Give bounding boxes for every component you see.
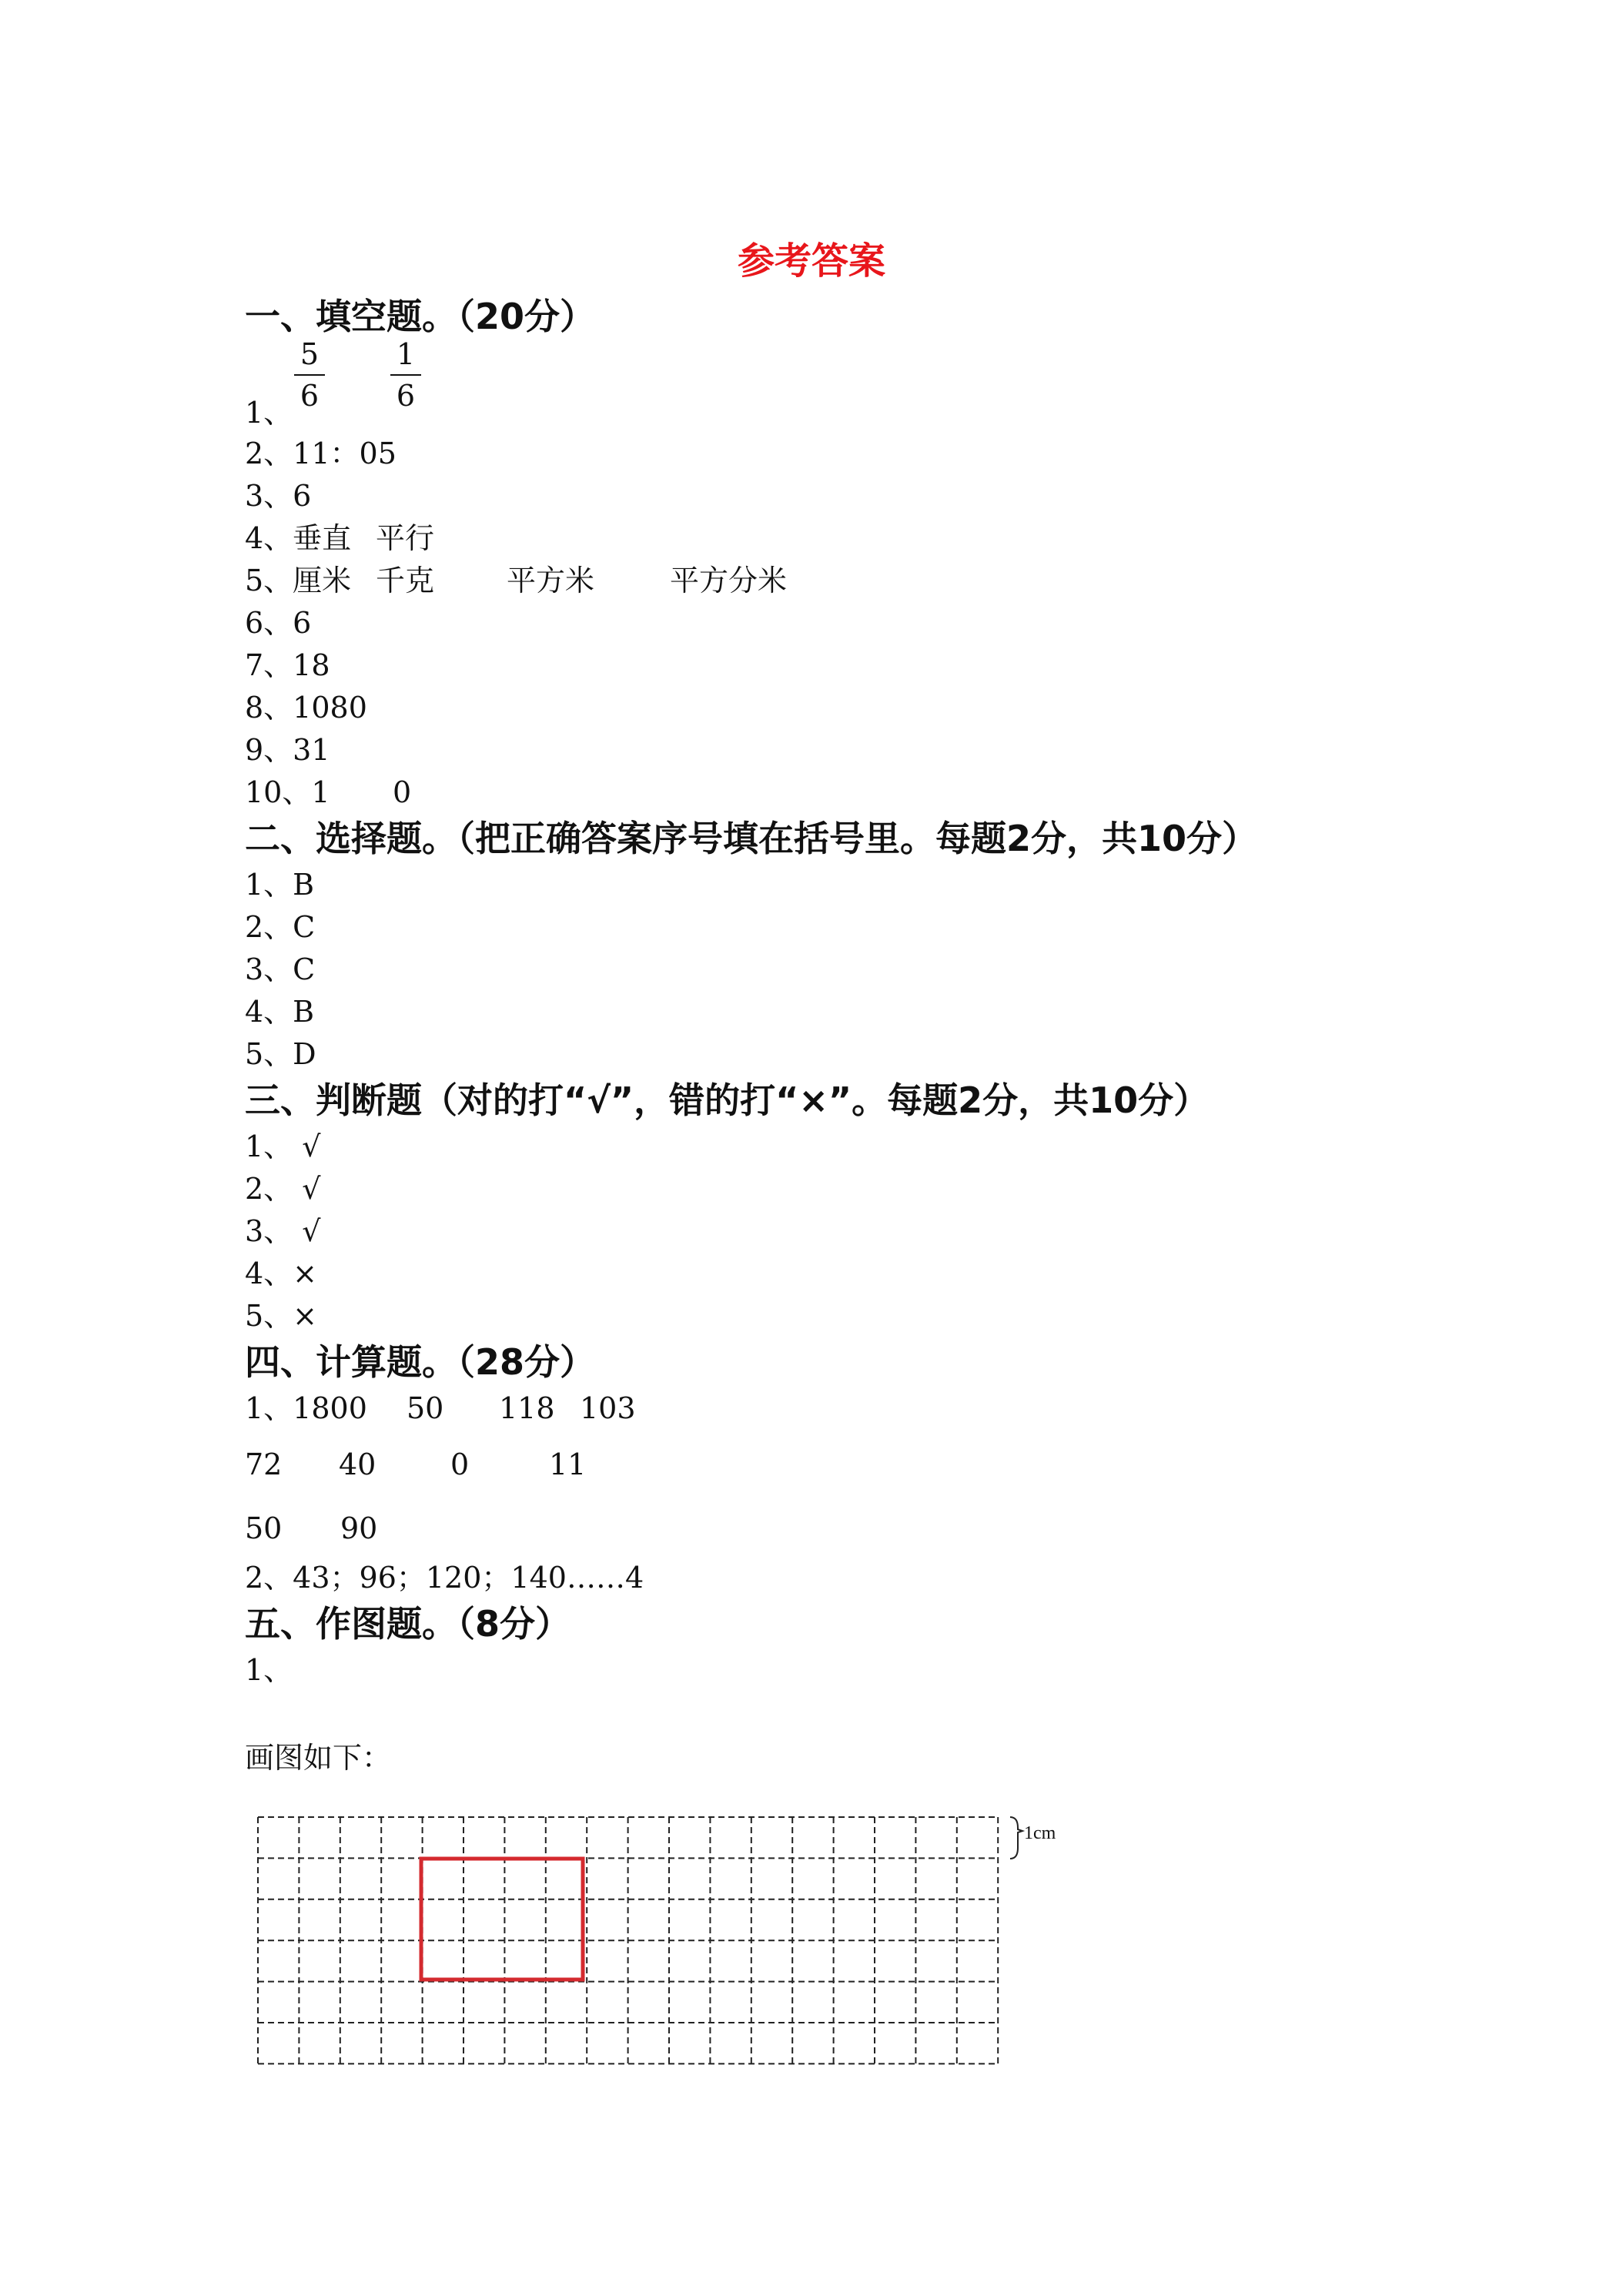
- answer-1-5: [245, 557, 787, 599]
- answer-part: 4、垂直: [245, 521, 352, 555]
- answer-part: 118: [499, 1391, 555, 1425]
- answer-2-2: 2、C: [245, 910, 316, 944]
- answer-4-1-row-2: [245, 1448, 586, 1481]
- fraction-numerator: 5: [294, 337, 325, 376]
- answer-1-10: [245, 768, 411, 811]
- answer-1-6: 6、6: [245, 606, 312, 640]
- answer-1-9: 9、31: [245, 733, 330, 767]
- fraction-one-sixth: [390, 337, 421, 413]
- answer-2-1: 1、B: [245, 868, 315, 902]
- section-2-heading: 二、选择题。（把正确答案序号填在括号里。每题2分，共10分）: [245, 818, 1258, 859]
- answer-part: 平行: [376, 521, 435, 555]
- drawn-rectangle: [421, 1859, 583, 1980]
- answer-part: 平方分米: [670, 564, 788, 597]
- section-4-heading: 四、计算题。（28分）: [245, 1341, 596, 1383]
- answer-3-2: 2、 √: [245, 1172, 321, 1206]
- brace-icon: [1010, 1817, 1022, 1859]
- answer-part: 5、厘米: [245, 564, 352, 597]
- answer-4-1-row-1: [245, 1384, 636, 1427]
- unit-label: 1cm: [1024, 1823, 1056, 1843]
- answer-3-5: 5、×: [245, 1299, 318, 1333]
- answer-part: 平方米: [507, 564, 595, 597]
- answer-4-1-row-3: [245, 1511, 377, 1545]
- fraction-numerator: 1: [390, 337, 421, 376]
- grid-drawing: [246, 1802, 1078, 2079]
- answer-3-1: 1、 √: [245, 1130, 321, 1163]
- fraction-five-sixths: [294, 337, 325, 413]
- answer-1-3: 3、6: [245, 479, 312, 513]
- answer-5-1-label: 1、: [245, 1653, 293, 1687]
- answer-part: 90: [340, 1511, 378, 1545]
- section-5-heading: 五、作图题。（8分）: [245, 1603, 571, 1645]
- answer-1-2: 2、11：05: [245, 437, 397, 470]
- answer-4-2: 2、43；96；120；140……4: [245, 1561, 644, 1595]
- answer-2-5: 5、D: [245, 1037, 316, 1071]
- section-1-heading: 一、填空题。（20分）: [245, 296, 596, 337]
- fraction-denominator: 6: [300, 379, 320, 413]
- answer-3-4: 4、×: [245, 1257, 318, 1290]
- section-3-heading: 三、判断题（对的打“√”，错的打“×”。每题2分，共10分）: [245, 1079, 1210, 1121]
- answer-1-1-label: 1、: [245, 396, 293, 430]
- drawing-caption: 画图如下：: [245, 1741, 392, 1775]
- answer-part: 11: [549, 1448, 587, 1481]
- answer-part: 0: [393, 775, 412, 809]
- answer-1-8: 8、1080: [245, 691, 367, 725]
- answer-part: 10、1: [245, 775, 330, 809]
- answer-2-3: 3、C: [245, 952, 316, 986]
- answer-2-4: 4、B: [245, 995, 315, 1029]
- answer-part: 1、1800: [245, 1391, 367, 1425]
- answer-1-4: [245, 514, 434, 557]
- answer-part: 千克: [376, 564, 435, 597]
- answer-part: 40: [339, 1448, 376, 1481]
- answer-part: 50: [407, 1391, 444, 1425]
- answer-part: 50: [245, 1511, 283, 1545]
- answer-1-7: 7、18: [245, 648, 330, 682]
- fraction-denominator: 6: [396, 379, 416, 413]
- answer-part: 72: [245, 1448, 283, 1481]
- answer-part: 0: [450, 1448, 470, 1481]
- dashed-grid: [258, 1817, 998, 2063]
- page-title: 参考答案: [737, 239, 885, 283]
- answer-part: 103: [580, 1391, 636, 1425]
- answer-3-3: 3、 √: [245, 1214, 321, 1248]
